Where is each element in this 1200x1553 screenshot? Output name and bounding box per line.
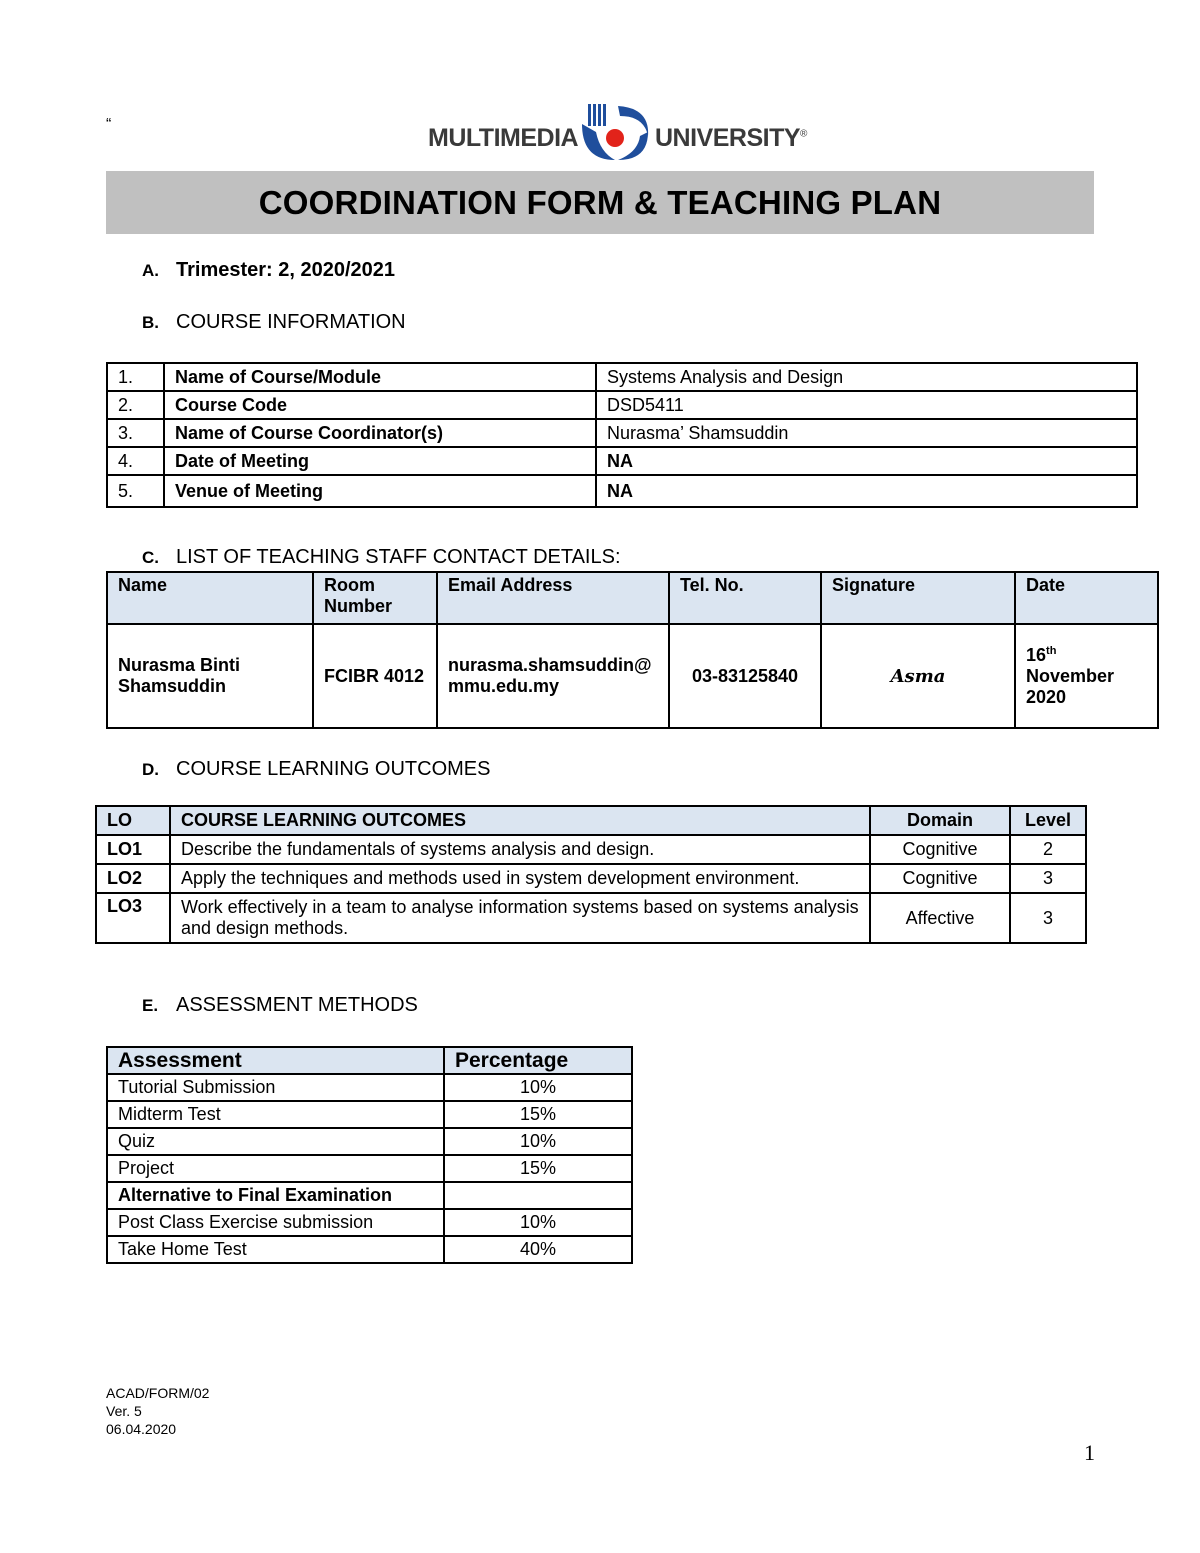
title-band (106, 171, 1094, 234)
course-info-table (106, 362, 1138, 508)
form-date: 06.04.2020 (106, 1421, 177, 1437)
col-percentage: Percentage (444, 1047, 632, 1074)
staff-date: 16th November 2020 (1015, 624, 1158, 728)
table-row: 2. Course Code DSD5411 (107, 391, 1137, 419)
staff-tel: 03-83125840 (669, 624, 821, 728)
section-c-heading: C. LIST OF TEACHING STAFF CONTACT DETAILS: (142, 546, 621, 568)
table-header-row (107, 572, 1158, 624)
col-outcomes: COURSE LEARNING OUTCOMES (170, 806, 870, 835)
university-logo (428, 102, 808, 164)
col-assessment: Assessment (107, 1047, 444, 1074)
col-lo: LO (96, 806, 170, 835)
table-row (107, 624, 1158, 728)
learning-outcomes-table (95, 805, 1087, 944)
table-row: Tutorial Submission 10% (107, 1074, 632, 1101)
col-tel: Tel. No. (669, 572, 821, 624)
section-e-heading: E. ASSESSMENT METHODS (142, 994, 418, 1016)
table-row: Post Class Exercise submission 10% (107, 1209, 632, 1236)
staff-contact-table (106, 571, 1159, 729)
table-row: 1. Name of Course/Module Systems Analysis and Design (107, 363, 1137, 391)
col-email: Email Address (437, 572, 669, 624)
table-row: LO1 Describe the fundamentals of systems analysis and design. Cognitive 2 (96, 835, 1086, 864)
staff-name: Nurasma Binti Shamsuddin (107, 624, 313, 728)
col-room: Room Number (313, 572, 437, 624)
form-version: Ver. 5 (106, 1403, 142, 1419)
table-row: LO3 Work effectively in a team to analyse information systems based on systems analysis and design methods. Affective 3 (96, 893, 1086, 943)
logo-emblem-icon (578, 102, 652, 164)
page-number: 1 (1084, 1440, 1095, 1465)
table-header-row (107, 1047, 632, 1074)
staff-signature: Asma (821, 624, 1015, 728)
form-code: ACAD/FORM/02 (106, 1385, 210, 1401)
col-name: Name (107, 572, 313, 624)
section-a-trimester: A. Trimester: 2, 2020/2021 (142, 259, 396, 281)
col-signature: Signature (821, 572, 1015, 624)
table-row: Take Home Test 40% (107, 1236, 632, 1263)
table-row: Project 15% (107, 1155, 632, 1182)
table-row: 4. Date of Meeting NA (107, 447, 1137, 475)
quote-mark: “ (106, 116, 112, 133)
staff-email: nurasma.shamsuddin@ mmu.edu.my (437, 624, 669, 728)
col-level: Level (1010, 806, 1086, 835)
table-row: 5. Venue of Meeting NA (107, 475, 1137, 507)
table-row: Quiz 10% (107, 1128, 632, 1155)
col-date: Date (1015, 572, 1158, 624)
col-domain: Domain (870, 806, 1010, 835)
table-row: Alternative to Final Examination (107, 1182, 632, 1209)
assessment-table (106, 1046, 633, 1264)
section-d-heading: D. COURSE LEARNING OUTCOMES (142, 758, 491, 780)
table-row: LO2 Apply the techniques and methods used in system development environment. Cognitive 3 (96, 864, 1086, 893)
table-row: Midterm Test 15% (107, 1101, 632, 1128)
staff-room: FCIBR 4012 (313, 624, 437, 728)
form-footer (106, 1384, 209, 1438)
section-b-heading: B. COURSE INFORMATION (142, 311, 406, 333)
table-header-row (96, 806, 1086, 835)
logo-text-left: MULTIMEDIA (428, 124, 579, 152)
table-row: 3. Name of Course Coordinator(s) Nurasma’ Shamsuddin (107, 419, 1137, 447)
logo-text-right: UNIVERSITY® (655, 124, 807, 152)
page-title: COORDINATION FORM & TEACHING PLAN (258, 183, 942, 221)
